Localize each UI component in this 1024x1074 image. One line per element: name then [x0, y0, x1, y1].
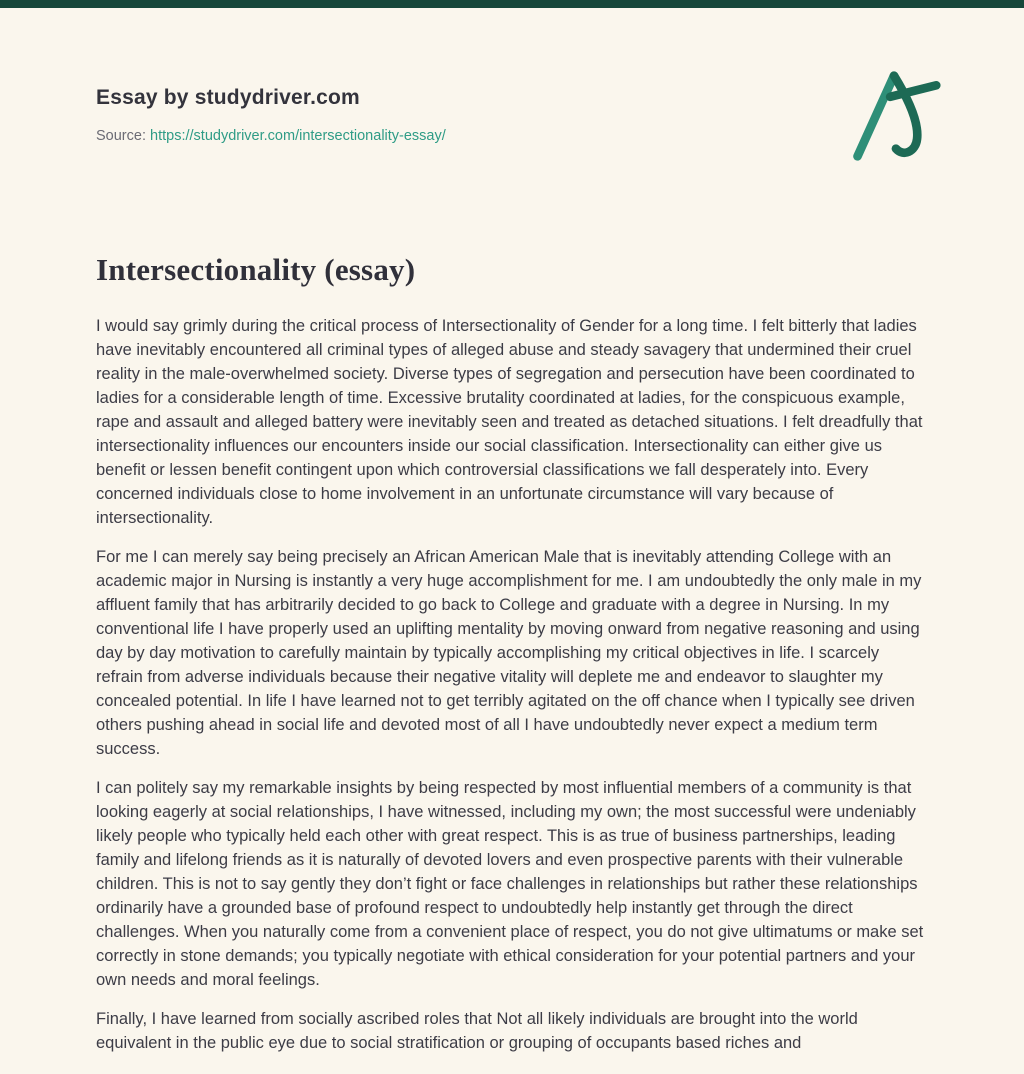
essay-article: [96, 252, 928, 1055]
studydriver-a-plus-logo: [846, 68, 942, 164]
essay-paragraph-3: I can politely say my remarkable insights by being respected by most influential members of a community is that looking eagerly at social relationships, I have witnessed, including my own; the most successful were undeniably likely people who typically held each other with great respect. This is as true of business partnerships, leading family and lifelong friends as it is naturally of devoted lovers and even prospective parents with their vulnerable children. This is not to say gently they don’t fight or face challenges in relationships but rather these relationships ordinarily have a grounded base of profound respect to undoubtedly help instantly get through the direct challenges. When you naturally come from a convenient place of respect, you do not give ultimatums or make set correctly in stone demands; you typically negotiate with ethical consideration for your potential partners and your own needs and moral feelings.: [96, 779, 924, 989]
source-label: Source:: [96, 128, 146, 144]
essay-paragraph-2: For me I can merely say being precisely an African American Male that is inevitably attending College with an academic major in Nursing is instantly a very huge accomplishment for me. I am undoubtedly the only male in my affluent family that has arbitrarily decided to go back to College and graduate with a degree in Nursing. In my conventional life I have properly used an uplifting mentality by moving onward from negative reasoning and using day by day motivation to carefully maintain by typically accomplishing my critical objectives in life. I scarcely refrain from adverse individuals because their negative vitality will deplete me and endeavor to slaughter my concealed potential. In life I have learned not to get terribly agitated on the off chance when I typically see driven others pushing ahead in social life and devoted most of all I have undoubtedly never expect a medium term success.: [96, 548, 922, 758]
page-title: Essay by studydriver.com: [96, 86, 360, 109]
source-url-link[interactable]: https://studydriver.com/intersectionality-essay/: [150, 128, 446, 144]
essay-paragraph-1: I would say grimly during the critical process of Intersectionality of Gender for a long time. I felt bitterly that ladies have inevitably encountered all criminal types of alleged abuse and steady savagery that undermined their cruel reality in the male-overwhelmed society. Diverse types of segregation and persecution have been coordinated to ladies for a considerable length of time. Excessive brutality coordinated at ladies, for the conspicuous example, rape and assault and alleged battery were inevitably seen and treated as detached situations. I felt dreadfully that intersectionality influences our encounters inside our social classification. Intersectionality can either give us benefit or lessen benefit contingent upon which controversial classifications we fall desperately into. Every concerned individuals close to home involvement in an unfortunate circumstance will vary because of intersectionality.: [96, 317, 923, 527]
document-page: [0, 8, 1024, 1055]
source-line: [96, 128, 446, 144]
page-header: [96, 68, 928, 164]
essay-paragraph-4: Finally, I have learned from socially ascribed roles that Not all likely individuals are brought into the world equivalent in the public eye due to social stratification or grouping of occupants based riches and: [96, 1010, 858, 1052]
essay-title: Intersectionality (essay): [96, 252, 416, 287]
logo-icon: [846, 68, 942, 164]
top-accent-bar: [0, 0, 1024, 8]
header-text-block: [96, 68, 446, 144]
